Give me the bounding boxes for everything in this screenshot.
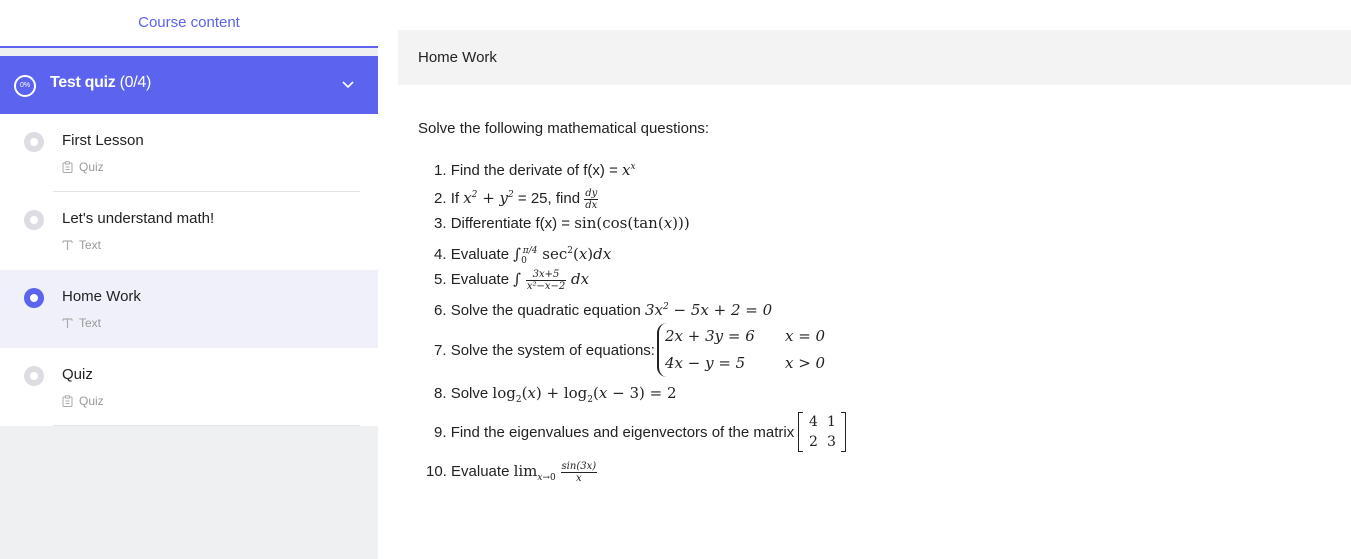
math-sin-cos-tan: sin(cos(tan(x))) bbox=[574, 214, 690, 232]
question-text: Find the derivate of f(x) = bbox=[450, 162, 623, 179]
lesson-type bbox=[62, 160, 104, 174]
quiz-progress-count: (0/4) bbox=[119, 74, 152, 91]
lesson-type-label: Text bbox=[79, 316, 102, 330]
progress-badge: 0% bbox=[14, 75, 36, 97]
lesson-status-dot bbox=[24, 210, 44, 230]
lesson-body bbox=[418, 120, 1318, 485]
question-8 bbox=[434, 379, 1318, 407]
lesson-header bbox=[398, 30, 1351, 85]
quiz-title-label: Test quiz bbox=[50, 74, 116, 91]
math-limit: $\lim_{x\to 0}$ bbox=[513, 462, 556, 483]
question-number: 1. bbox=[434, 162, 447, 179]
math-x-to-x: $x^x$ bbox=[622, 161, 636, 179]
question-text: Find the eigenvalues and eigenvectors of the matrix bbox=[450, 423, 795, 441]
math-log-equation: $\log_2(x) + \log_2(x - 3) = 2$ bbox=[492, 384, 677, 405]
lesson-title: First Lesson bbox=[62, 132, 144, 149]
math-definite-integral: $\int_0^{\pi/4}$ $\sec^2(x)dx$ bbox=[513, 245, 612, 266]
question-number: 7. bbox=[434, 341, 447, 359]
condition-1: x = 0 bbox=[784, 327, 826, 345]
matrix-cell: 1 bbox=[826, 414, 836, 430]
question-number: 3. bbox=[434, 215, 447, 232]
matrix-cell: 4 bbox=[808, 414, 818, 430]
quiz-section-title bbox=[50, 74, 151, 92]
question-number: 6. bbox=[434, 302, 447, 319]
lesson-title-heading: Home Work bbox=[418, 49, 497, 66]
question-5 bbox=[434, 265, 1318, 293]
quiz-section-toggle[interactable] bbox=[0, 56, 378, 114]
course-sidebar bbox=[0, 0, 378, 559]
math-equation-system bbox=[657, 323, 845, 377]
text-t-icon bbox=[62, 317, 73, 329]
math-dy-dx: $\frac{dy}{dx}$ bbox=[585, 187, 598, 211]
question-number: 9. bbox=[434, 423, 447, 441]
matrix-cell: 3 bbox=[826, 434, 836, 450]
question-text: Solve bbox=[450, 385, 493, 402]
text-t-icon bbox=[62, 239, 73, 251]
math-sin3x-over-x: $\frac{\sin(3x)}{x}$ bbox=[561, 460, 597, 484]
lesson-title: Quiz bbox=[62, 366, 93, 383]
lesson-item-understand-math[interactable] bbox=[0, 192, 378, 270]
lesson-title: Let's understand math! bbox=[62, 210, 215, 227]
lesson-status-dot-active bbox=[24, 288, 44, 308]
question-1 bbox=[434, 153, 1318, 181]
question-text: Solve the system of equations: bbox=[450, 341, 655, 359]
math-quadratic: $3x^2 - 5x + 2 = 0$ bbox=[645, 301, 773, 319]
lesson-type bbox=[62, 394, 104, 408]
question-number: 2. bbox=[434, 190, 447, 207]
math-matrix bbox=[798, 412, 846, 452]
lesson-title: Home Work bbox=[62, 288, 141, 305]
question-4 bbox=[434, 237, 1318, 265]
equation-1: 2x + 3y = 6 bbox=[664, 327, 755, 345]
lesson-item-home-work[interactable] bbox=[0, 270, 378, 348]
math-dx: dx bbox=[566, 270, 590, 288]
question-text: Solve the quadratic equation bbox=[450, 302, 645, 319]
divider bbox=[53, 425, 360, 426]
question-text: Evaluate bbox=[450, 271, 514, 288]
question-text-mid: = 25, find bbox=[513, 190, 585, 207]
course-content-tab[interactable]: Course content bbox=[138, 14, 240, 31]
question-7 bbox=[434, 321, 1318, 379]
question-number: 10. bbox=[426, 463, 447, 480]
lesson-item-quiz[interactable] bbox=[0, 348, 378, 426]
lesson-content-area bbox=[378, 0, 1351, 559]
lesson-type-label: Quiz bbox=[79, 160, 104, 174]
lesson-list bbox=[0, 114, 378, 426]
question-6 bbox=[434, 293, 1318, 321]
quiz-clipboard-icon bbox=[62, 161, 73, 173]
question-number: 4. bbox=[434, 246, 447, 263]
quiz-clipboard-icon bbox=[62, 395, 73, 407]
question-number: 5. bbox=[434, 271, 447, 288]
question-10 bbox=[426, 457, 1318, 485]
matrix-cell: 2 bbox=[808, 434, 818, 450]
lesson-type-label: Text bbox=[79, 238, 102, 252]
chevron-down-icon[interactable] bbox=[340, 78, 356, 92]
math-circle-equation: $x^2 + y^2$ bbox=[463, 189, 514, 207]
question-text: Evaluate bbox=[450, 246, 514, 263]
question-text: If bbox=[450, 190, 464, 207]
intro-text: Solve the following mathematical questions: bbox=[418, 120, 709, 137]
lesson-item-first-lesson[interactable] bbox=[0, 114, 378, 192]
question-9 bbox=[434, 407, 1318, 457]
lesson-type-label: Quiz bbox=[79, 394, 104, 408]
question-2 bbox=[434, 181, 1318, 209]
lesson-type bbox=[62, 238, 101, 252]
equation-2: 4x − y = 5 bbox=[664, 354, 746, 372]
math-integral-sign: ∫ bbox=[513, 270, 526, 288]
question-3 bbox=[434, 209, 1318, 237]
condition-2: x > 0 bbox=[784, 354, 826, 372]
lesson-status-dot bbox=[24, 366, 44, 386]
lesson-type bbox=[62, 316, 101, 330]
question-text: Evaluate bbox=[451, 463, 514, 480]
lesson-status-dot bbox=[24, 132, 44, 152]
sidebar-header bbox=[0, 0, 378, 48]
question-text: Differentiate f(x) = bbox=[450, 215, 575, 232]
question-number: 8. bbox=[434, 385, 447, 402]
math-rational-fraction: $\frac{3x+5}{\text{x²−x−2}}$ bbox=[526, 268, 566, 292]
